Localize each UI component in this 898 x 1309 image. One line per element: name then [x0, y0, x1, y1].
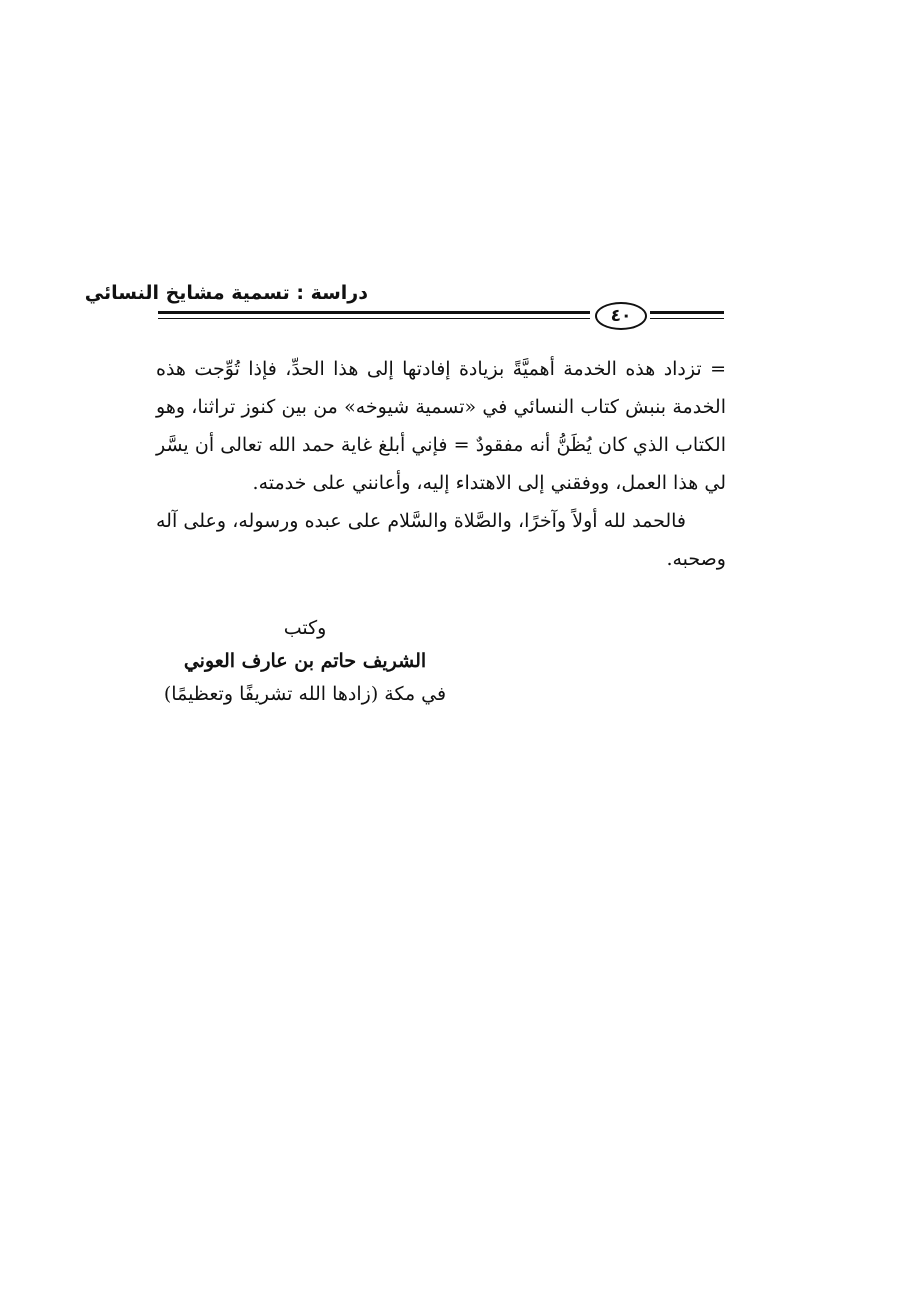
- header-rule-left: [158, 311, 590, 319]
- running-title: دراسة : تسمية مشايخ النسائي: [84, 282, 368, 304]
- body-text: [156, 350, 726, 578]
- page-number: ٤٠: [595, 302, 647, 330]
- signature-wrote: وكتب: [283, 617, 327, 639]
- paragraph-2: فالحمد لله أولاً وآخرًا، والصَّلاة والسَّلام على عبده ورسوله، وعلى آله وصحبه.: [156, 510, 726, 570]
- header-rule-right: [650, 311, 724, 319]
- signature-block: [140, 612, 470, 711]
- signature-author-name: الشريف حاتم بن عارف العوني: [183, 650, 427, 672]
- paragraph-1: = تزداد هذه الخدمة أهميَّةً بزيادة إفادتها إلى هذا الحدِّ، فإذا تُوِّجت هذه الخدمة بنبش كتاب النسائي في «تسمية شيوخه» من بين كنوز تراثنا، وهو الكتاب الذي كان يُظَنُّ أنه مفقودٌ = فإني أبلغ غاية حمد الله تعالى أن يسَّر لي هذا العمل، ووفقني إلى الاهتداء إليه، وأعانني على خدمته.: [156, 358, 726, 494]
- signature-place: في مكة (زادها الله تشريفًا وتعظيمًا): [163, 683, 447, 705]
